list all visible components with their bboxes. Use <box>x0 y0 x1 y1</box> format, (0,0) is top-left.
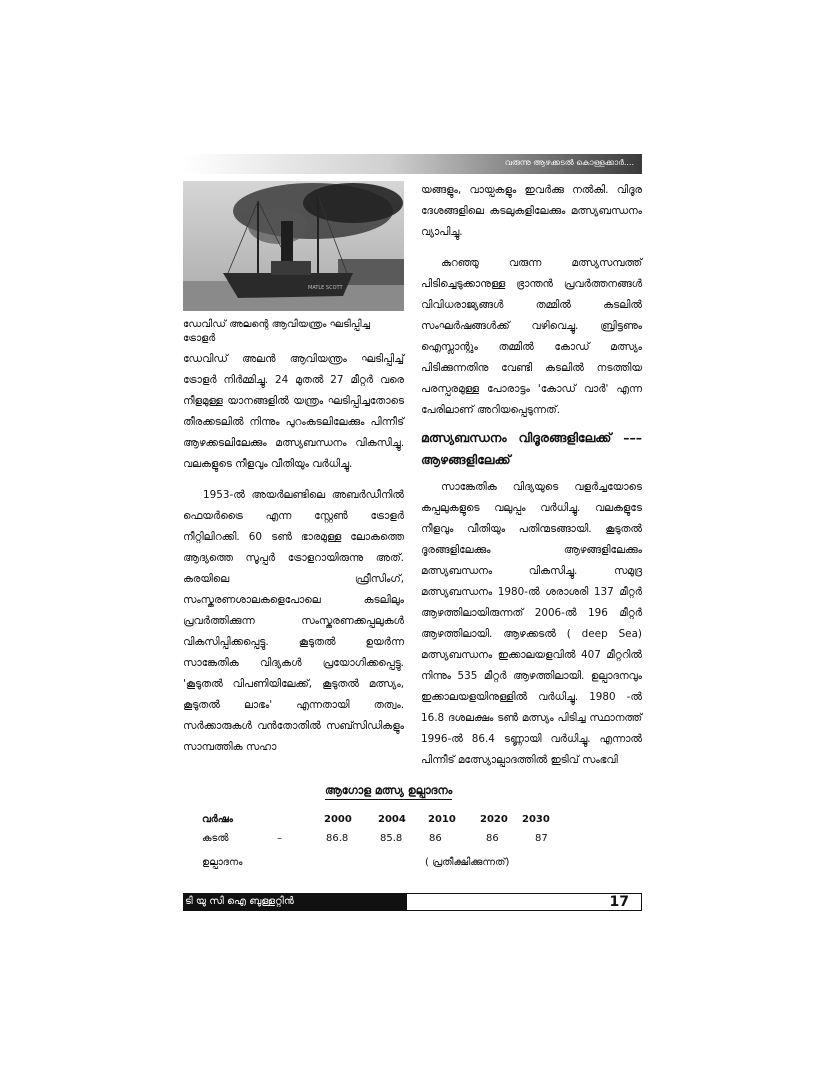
left-column <box>183 349 404 758</box>
running-title: വരുന്നു ആഴക്കടൽ കൊള്ളക്കാർ.... <box>504 158 634 167</box>
running-header <box>183 154 642 174</box>
right-column <box>421 180 642 771</box>
paragraph: സാങ്കേതിക വിദ്യയുടെ വളർച്ചയോടെ കപ്പലുകളുടെ വലുപ്പം വർധിച്ചു. വലകളുടേ നീളവും വീതിയും പതിന്മടങ്ങായി. കൂടുതൽ ദൂരങ്ങളിലേക്കും ആഴങ്ങളിലേക്കും മത്സ്യബന്ധനം വികസിച്ചു. സമുദ്ര മത്സ്യബന്ധനം 1980-ൽ ശരാശരി 137 മീറ്റർ ആഴത്തിലായിരുന്നത് 2006-ൽ 196 മീറ്റർ ആഴത്തിലായി. ആഴക്കടൽ ( deep Sea) മത്സ്യബന്ധനം ഇക്കാലയളവിൽ 407 മീറ്ററിൽ നിന്നും 535 മീറ്റർ ആഴത്തിലായി. ഉല്പാദനവും ഇക്കാലയളയിനുള്ളിൽ വർധിച്ചു. 1980 -ൽ 16.8 ദശലക്ഷം ടൺ മത്സ്യം പിടിച്ച സ്ഥാനത്ത് 1996-ൽ 86.4 ടണ്ണായി വർധിച്ചു. എന്നാൽ പിന്നീട് മത്സ്യോല്പാദത്തിൽ ഇടിവ് സംഭവി <box>421 481 642 766</box>
section-subheading: മത്സ്യബന്ധനം വിദൂരങ്ങളിലേക്ക് ––– ആഴങ്ങളിലേക്ക് <box>421 430 642 467</box>
row-label: കടൽ <box>202 833 229 844</box>
year-label: വർഷം <box>202 814 233 825</box>
table-title: ആഗോള മത്സ്യ ഉല്പാദനം <box>325 784 452 800</box>
row-label: ഉല്പാദനം <box>202 857 243 868</box>
svg-text:MATLE SCOTT: MATLE SCOTT <box>308 285 343 291</box>
paragraph: കുറഞ്ഞു വരുന്ന മത്സ്യസമ്പത്ത് പിടിച്ചെടുക്കാനുള്ള ഭ്രാന്തൻ പ്രവർത്തനങ്ങൾ വിവിധരാജ്യങ്ങൾ തമ്മിൽ കടലിൽ സംഘർഷങ്ങൾക്ക് വഴിവെച്ചു. ബ്രിട്ടണും ഐസ്ലാന്റും തമ്മിൽ കോഡ് മത്സ്യം പിടിക്കുന്നതിനു വേണ്ടി കടലിൽ നടത്തിയ പരസ്പരമുള്ള പോരാട്ടം 'കോഡ് വാർ' എന്ന പേരിലാണ് അറിയപ്പെടുന്നത്. <box>421 257 642 416</box>
value-cell: 86 <box>429 833 442 844</box>
photo-caption: ഡേവിഡ് അലന്റെ ആവിയന്ത്രം ഘടിപ്പിച്ച ട്രോളർ <box>183 319 371 344</box>
year-cell: 2030 <box>522 814 550 825</box>
value-cell: 87 <box>535 833 548 844</box>
year-cell: 2010 <box>428 814 456 825</box>
year-cell: 2000 <box>324 814 352 825</box>
page-number: 17 <box>609 894 629 910</box>
paragraph: ഡേവിഡ് അലൻ ആവിയന്ത്രം ഘടിപ്പിച്ച് ട്രോളർ നിർമ്മിച്ചു. 24 മുതൽ 27 മീറ്റർ വരെ നീളമുള്ള യാനങ്ങളിൽ യന്ത്രം ഘടിപ്പിച്ചതോടെ തീരക്കടലിൽ നിന്നും പുറംകടലിലേക്കും പിന്നീട് ആഴക്കടലിലേക്കും മത്സ്യബന്ധനം വികസിച്ചു. വലകളുടെ നീളവും വീതിയും വർധിച്ചു. <box>183 353 404 470</box>
row-dash: – <box>277 833 282 844</box>
footer-box <box>406 893 642 911</box>
value-cell: 86 <box>486 833 499 844</box>
value-cell: 85.8 <box>380 833 403 844</box>
paragraph: 1953-ൽ അയർലണ്ടിലെ അബർഡീനിൽ ഫെയർട്രൈ എന്ന സ്റ്റേൺ ട്രോളർ നീറ്റിലിറക്കി. 60 ടൺ ഭാരമുള്ള ലോകത്തെ ആദ്യത്തെ സൂപ്പർ ട്രോളറായിരുന്നു അത്. കരയിലെ ഫ്രീസിംഗ്, സംസ്കരണശാലകളെപോലെ കടലിലും പ്രവർത്തിക്കുന്ന സംസ്കരണക്കപ്പലുകൾ വികസിപ്പിക്കപ്പെട്ടു. കൂടുതൽ ഉയർന്ന സാങ്കേതിക വിദ്യകൾ പ്രയോഗിക്കപ്പെട്ടു. 'കൂടുതൽ വിപണിയിലേക്ക്, കൂടുതൽ മത്സ്യം, കൂടുതൽ ലാഭം' എന്നതായി തത്വം. സർക്കാരുകൾ വൻതോതിൽ സബ്സിഡികളും സാമ്പത്തിക സഹാ <box>183 489 404 753</box>
publication-name: ടി യു സി ഐ ബുള്ളറ്റിൻ <box>183 893 406 911</box>
table-row <box>202 857 602 873</box>
table-note: ( പ്രതീക്ഷിക്കുന്നത്) <box>425 857 510 868</box>
table-header-row <box>202 814 602 830</box>
table-row <box>202 833 602 849</box>
year-cell: 2004 <box>378 814 406 825</box>
year-cell: 2020 <box>480 814 508 825</box>
trawler-photo <box>183 181 404 311</box>
value-cell: 86.8 <box>326 833 349 844</box>
paragraph: യങ്ങളും, വായ്പകളും ഇവർക്കു നൽകി. വിദൂര ദേശങ്ങളിലെ കടലുകളിലേക്കും മത്സ്യബന്ധനം വ്യാപിച്ചു. <box>421 184 642 238</box>
